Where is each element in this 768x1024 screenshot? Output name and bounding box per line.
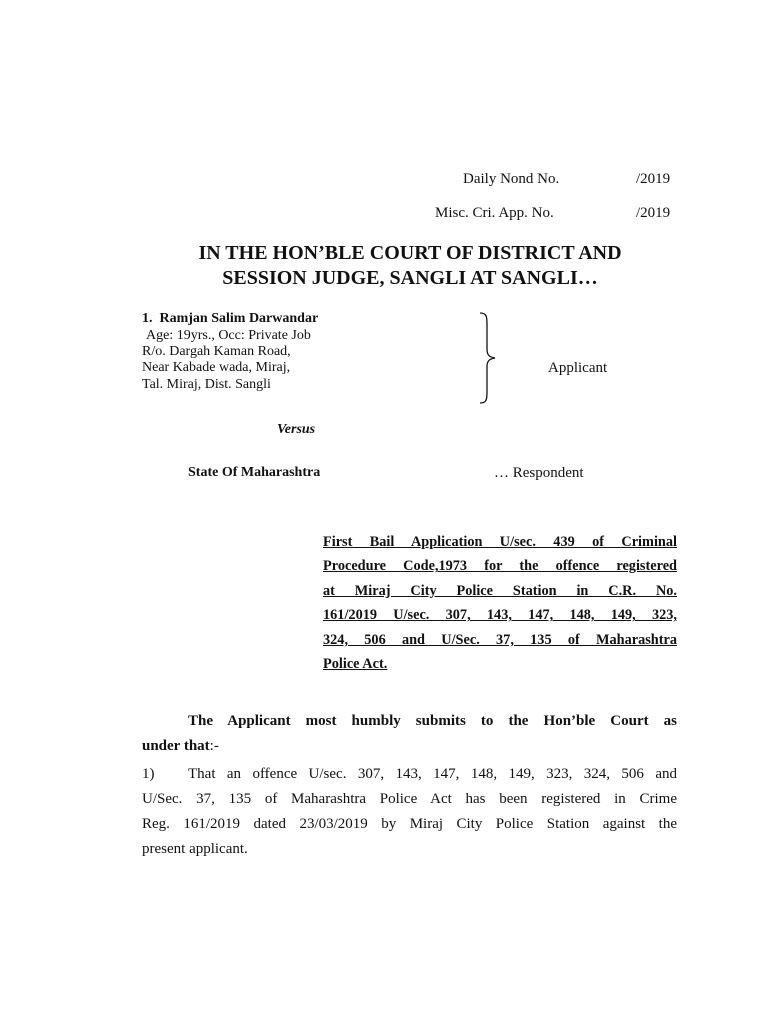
- subject-line: Police Act.: [323, 656, 388, 673]
- misc-app-value: /2019: [636, 205, 671, 221]
- point-1-line-4: present applicant.: [142, 841, 248, 857]
- intro-paragraph: [142, 709, 677, 759]
- point-1-line-1-text: That an offence U/sec. 307, 143, 147, 148, 149, 323, 324, 506 and: [188, 766, 677, 782]
- daily-nond-label: Daily Nond No.: [463, 171, 560, 187]
- applicant-name: Ramjan Salim Darwandar: [159, 311, 319, 326]
- applicant-number: 1.: [142, 311, 153, 326]
- intro-line-1: The Applicant most humbly submits to the Hon’ble Court as: [188, 713, 677, 729]
- subject-line: 161/2019 U/sec. 307, 143, 147, 148, 149, 323,: [323, 607, 677, 624]
- applicant-age-occupation: Age: 19yrs., Occ: Private Job: [146, 328, 311, 343]
- point-1-line-3: Reg. 161/2019 dated 23/03/2019 by Miraj City Police Station against the: [142, 816, 677, 832]
- court-title: [120, 241, 700, 291]
- applicant-name-line: [142, 311, 318, 328]
- subject-line: at Miraj City Police Station in C.R. No.: [323, 582, 677, 599]
- respondent-name: State Of Maharashtra: [188, 465, 321, 480]
- subject-line: 324, 506 and U/Sec. 37, 135 of Maharashtra: [323, 631, 677, 648]
- versus-label: Versus: [277, 422, 316, 437]
- applicant-role: Applicant: [548, 360, 608, 376]
- point-1-paragraph: [142, 762, 677, 862]
- applicant-address-3: Tal. Miraj, Dist. Sangli: [142, 377, 271, 392]
- applicant-address-2: Near Kabade wada, Miraj,: [142, 360, 291, 375]
- subject-line: First Bail Application U/sec. 439 of Criminal: [323, 534, 677, 550]
- applicant-address-1: R/o. Dargah Kaman Road,: [142, 344, 291, 359]
- intro-line-2: [142, 734, 677, 759]
- application-subject: [323, 530, 677, 676]
- point-1-line-2: U/Sec. 37, 135 of Maharashtra Police Act has been registered in Crime: [142, 791, 677, 807]
- curly-brace-icon: [474, 311, 498, 405]
- point-1-line-1: [142, 762, 677, 787]
- point-1-number: 1): [142, 766, 155, 782]
- daily-nond-value: /2019: [636, 171, 671, 187]
- respondent-role: … Respondent: [494, 465, 584, 481]
- court-title-line-2: SESSION JUDGE, SANGLI AT SANGLI…: [222, 267, 598, 289]
- subject-line: Procedure Code,1973 for the offence registered: [323, 558, 677, 575]
- intro-line-2-rest: :-: [209, 738, 219, 754]
- intro-line-2-bold: under that: [142, 738, 210, 754]
- court-title-line-1: IN THE HON’BLE COURT OF DISTRICT AND: [198, 242, 622, 264]
- misc-app-label: Misc. Cri. App. No.: [435, 205, 554, 221]
